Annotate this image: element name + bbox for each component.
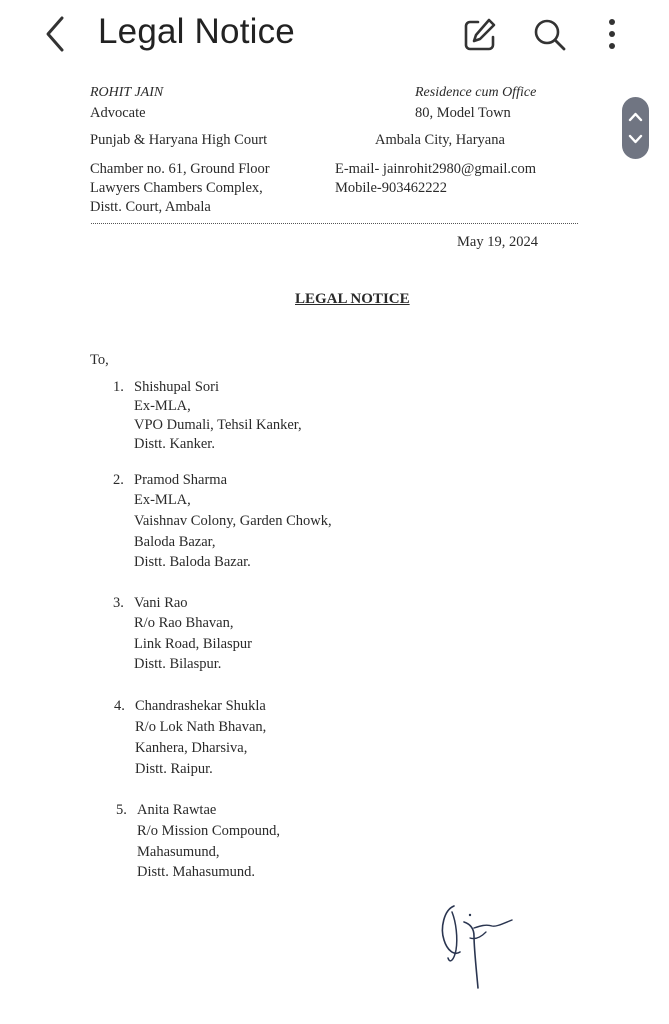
chamber-line: Chamber no. 61, Ground Floor (90, 161, 270, 177)
chamber-line: Distt. Court, Ambala (90, 199, 211, 215)
recipient-line: R/o Rao Bhavan, (134, 615, 234, 631)
recipient-line: Distt. Kanker. (134, 436, 215, 452)
signature (430, 898, 520, 998)
recipient-line: Pramod Sharma (134, 472, 228, 488)
recipient-line: Vaishnav Colony, Garden Chowk, (134, 513, 332, 529)
email-text: E-mail- jainrohit2980@gmail.com (335, 161, 537, 177)
search-icon[interactable] (531, 14, 567, 54)
chamber-line: Lawyers Chambers Complex, (90, 180, 263, 196)
recipient-number: 5. (116, 802, 127, 818)
recipient-line: R/o Lok Nath Bhavan, (135, 719, 267, 735)
recipient-line: Distt. Bilaspur. (134, 656, 222, 672)
edit-icon[interactable] (462, 14, 498, 54)
app-bar (0, 0, 669, 70)
page-title: Legal Notice (98, 12, 295, 51)
recipient-number: 2. (113, 472, 124, 488)
salutation: To, (90, 352, 109, 368)
recipient-number: 3. (113, 595, 124, 611)
back-chevron-icon[interactable] (38, 14, 74, 54)
recipient-line: Distt. Baloda Bazar. (134, 554, 251, 570)
advocate-name: ROHIT JAIN (90, 85, 164, 100)
recipient-line: Mahasumund, (137, 844, 220, 860)
divider (91, 223, 578, 224)
recipient-line: Ex-MLA, (134, 398, 191, 414)
recipient-line: Shishupal Sori (134, 379, 219, 395)
recipient-line: R/o Mission Compound, (137, 823, 281, 839)
mobile-text: Mobile-903462222 (335, 180, 447, 196)
recipient-number: 1. (113, 379, 124, 395)
recipient-line: Anita Rawtae (137, 802, 217, 818)
recipient-line: Vani Rao (134, 595, 188, 611)
recipient-number: 4. (114, 698, 125, 714)
more-vert-icon[interactable] (595, 14, 629, 54)
recipient-line: Link Road, Bilaspur (134, 636, 253, 652)
recipient-line: Distt. Raipur. (135, 761, 213, 777)
court-name: Punjab & Haryana High Court (90, 132, 268, 148)
recipient-line: Kanhera, Dharsiva, (135, 740, 248, 756)
residence-address: 80, Model Town (415, 105, 511, 121)
recipient-line: Chandrashekar Shukla (135, 698, 266, 714)
recipient-line: Ex-MLA, (134, 492, 191, 508)
notice-date: May 19, 2024 (457, 234, 538, 250)
page-scroll-handle[interactable] (622, 97, 649, 159)
residence-label: Residence cum Office (415, 85, 537, 100)
recipient-line: Distt. Mahasumund. (137, 864, 256, 880)
recipient-line: VPO Dumali, Tehsil Kanker, (134, 417, 302, 433)
designation: Advocate (90, 105, 146, 121)
recipient-line: Baloda Bazar, (134, 534, 216, 550)
city-name: Ambala City, Haryana (375, 132, 505, 148)
notice-heading: LEGAL NOTICE (295, 291, 410, 307)
